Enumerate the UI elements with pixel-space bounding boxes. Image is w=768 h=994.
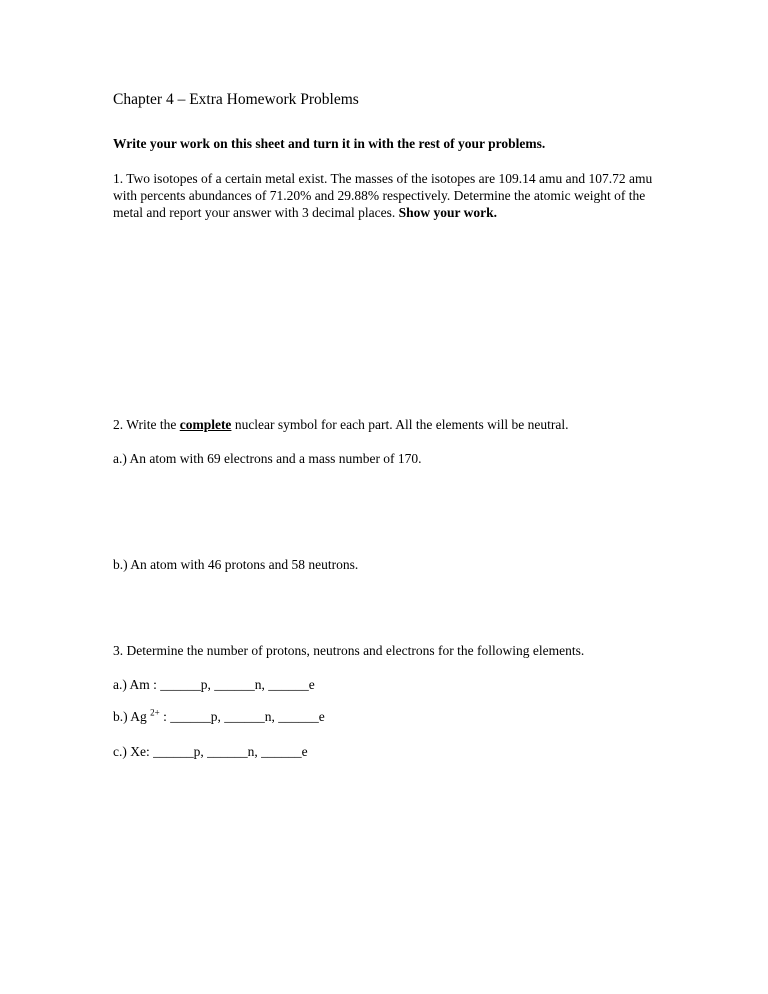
question-3-part-c-blanks: c.) Xe: ______p, ______n, ______e [113,743,308,759]
question-3-part-b-suffix: : ______p, ______n, ______e [159,708,325,724]
question-2-emphasis: complete [179,416,232,432]
question-3-part-b-blanks [113,708,655,725]
page-title: Chapter 4 – Extra Homework Problems [113,91,359,108]
document-content [113,90,655,760]
question-3-intro: 3. Determine the number of protons, neutrons and electrons for the following elements. [113,642,585,658]
instructions-line: Write your work on this sheet and turn it in with the rest of your problems. [113,135,546,151]
question-3-part-a-blanks: a.) Am : ______p, ______n, ______e [113,676,315,692]
question-2-part-a: a.) An atom with 69 electrons and a mass number of 170. [113,450,422,466]
question-3-part-b-prefix: b.) Ag [113,708,151,724]
question-1 [113,170,655,221]
question-2-suffix: nuclear symbol for each part. All the elements will be neutral. [231,416,569,432]
question-2-intro [113,416,655,433]
question-2-prefix: 2. Write the [113,416,180,432]
question-1-bold-tail: Show your work. [398,204,498,220]
question-3-part-b-superscript: 2+ [150,707,160,718]
question-1-text: 1. Two isotopes of a certain metal exist. The masses of the isotopes are 109.14 amu and 107.72 amu with percents abundances of 71.20% and 29.88% respectively. Determine the atomic weight of the metal and report your answer with 3 decimal places. [113,170,653,220]
question-2-part-b: b.) An atom with 46 protons and 58 neutrons. [113,556,359,572]
